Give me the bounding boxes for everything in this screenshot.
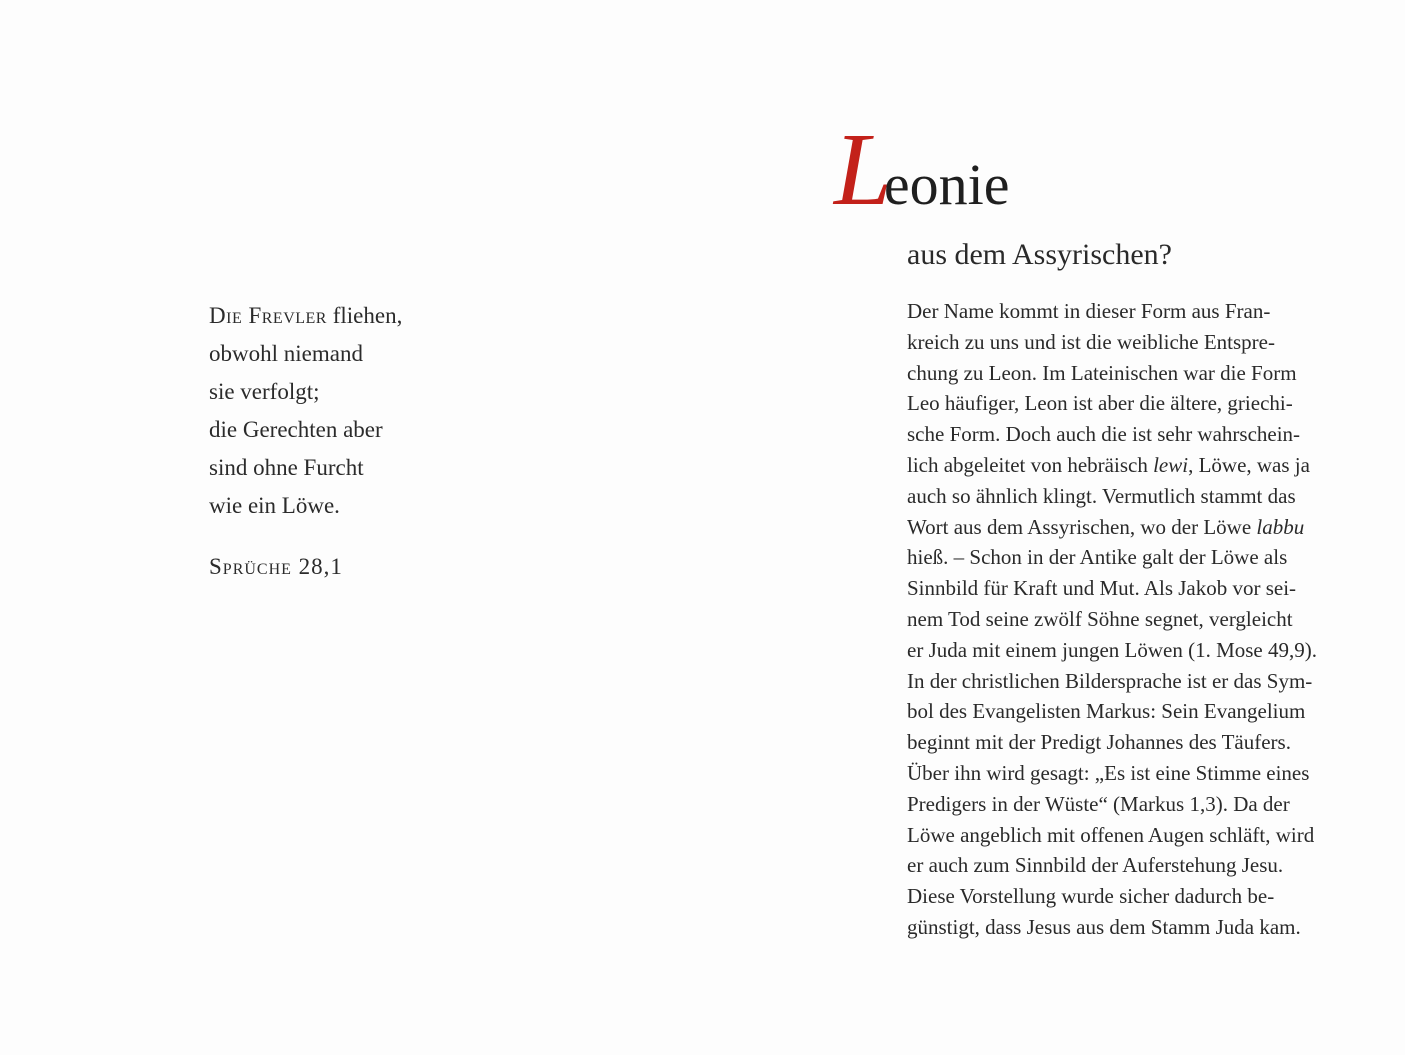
body-line <box>907 450 1357 481</box>
body-line: bol des Evangelisten Markus: Sein Evangelium <box>907 699 1306 724</box>
body-line: er auch zum Sinnbild der Auferstehung Jesu. <box>907 853 1284 878</box>
body-line: chung zu Leon. Im Lateinischen war die Form <box>907 360 1297 385</box>
title-rest: eonie <box>883 152 1010 217</box>
body-line: Sinnbild für Kraft und Mut. Als Jakob vor sei- <box>907 576 1297 601</box>
body-line: Diese Vorstellung wurde sicher dadurch be- <box>907 884 1275 909</box>
verse-line: wie ein Löwe. <box>209 493 340 518</box>
body-line-text: Wort aus dem Assyrischen, wo der Löwe <box>907 514 1257 539</box>
verse-line: obwohl niemand <box>209 341 363 366</box>
name-origin-subtitle: aus dem Assyrischen? <box>907 238 1172 271</box>
verse-line: die Gerechten aber <box>209 417 383 442</box>
body-line: er Juda mit einem jungen Löwen (1. Mose 49,9). <box>907 637 1317 662</box>
left-page <box>0 0 702 1055</box>
verse-line <box>209 297 402 335</box>
verse-line-text: fliehen, <box>326 303 403 328</box>
verse-small-caps-opening: Die Frevler <box>209 303 327 328</box>
body-line: Über ihn wird gesagt: „Es ist eine Stimme eines <box>907 760 1310 785</box>
body-line <box>907 512 1357 543</box>
body-line: günstigt, dass Jesus aus dem Stamm Juda kam. <box>907 914 1301 939</box>
body-line: Der Name kommt in dieser Form aus Fran- <box>907 299 1271 323</box>
body-line: sche Form. Doch auch die ist sehr wahrschein- <box>907 422 1301 447</box>
body-line-text: , Löwe, was ja <box>1188 452 1310 477</box>
verse-line: sie verfolgt; <box>209 379 320 404</box>
verse-source: Sprüche 28,1 <box>209 554 343 579</box>
right-page <box>702 0 1405 1055</box>
body-line: Löwe angeblich mit offenen Augen schläft, wird <box>907 822 1315 847</box>
body-line: In der christlichen Bildersprache ist er das Sym- <box>907 668 1313 693</box>
italic-word: labbu <box>1256 514 1305 539</box>
verse-line: sind ohne Furcht <box>209 455 364 480</box>
bible-verse <box>209 297 402 525</box>
body-line: beginnt mit der Predigt Johannes des Täufers. <box>907 730 1291 755</box>
body-line: Leo häufiger, Leon ist aber die ältere, griechi- <box>907 391 1293 416</box>
body-line: Predigers in der Wüste“ (Markus 1,3). Da der <box>907 791 1290 816</box>
name-title <box>834 112 1010 228</box>
body-line: nem Tod seine zwölf Söhne segnet, vergleicht <box>907 606 1293 631</box>
body-line-text: lich abgeleitet von hebräisch <box>907 452 1154 477</box>
body-line: auch so ähnlich klingt. Vermutlich stammt das <box>907 483 1296 508</box>
body-line: kreich zu uns und ist die weibliche Entspre- <box>907 329 1275 354</box>
title-initial: L <box>834 112 892 227</box>
italic-word: lewi <box>1153 452 1189 477</box>
name-description <box>907 296 1357 943</box>
body-line: hieß. – Schon in der Antike galt der Löwe als <box>907 545 1288 570</box>
